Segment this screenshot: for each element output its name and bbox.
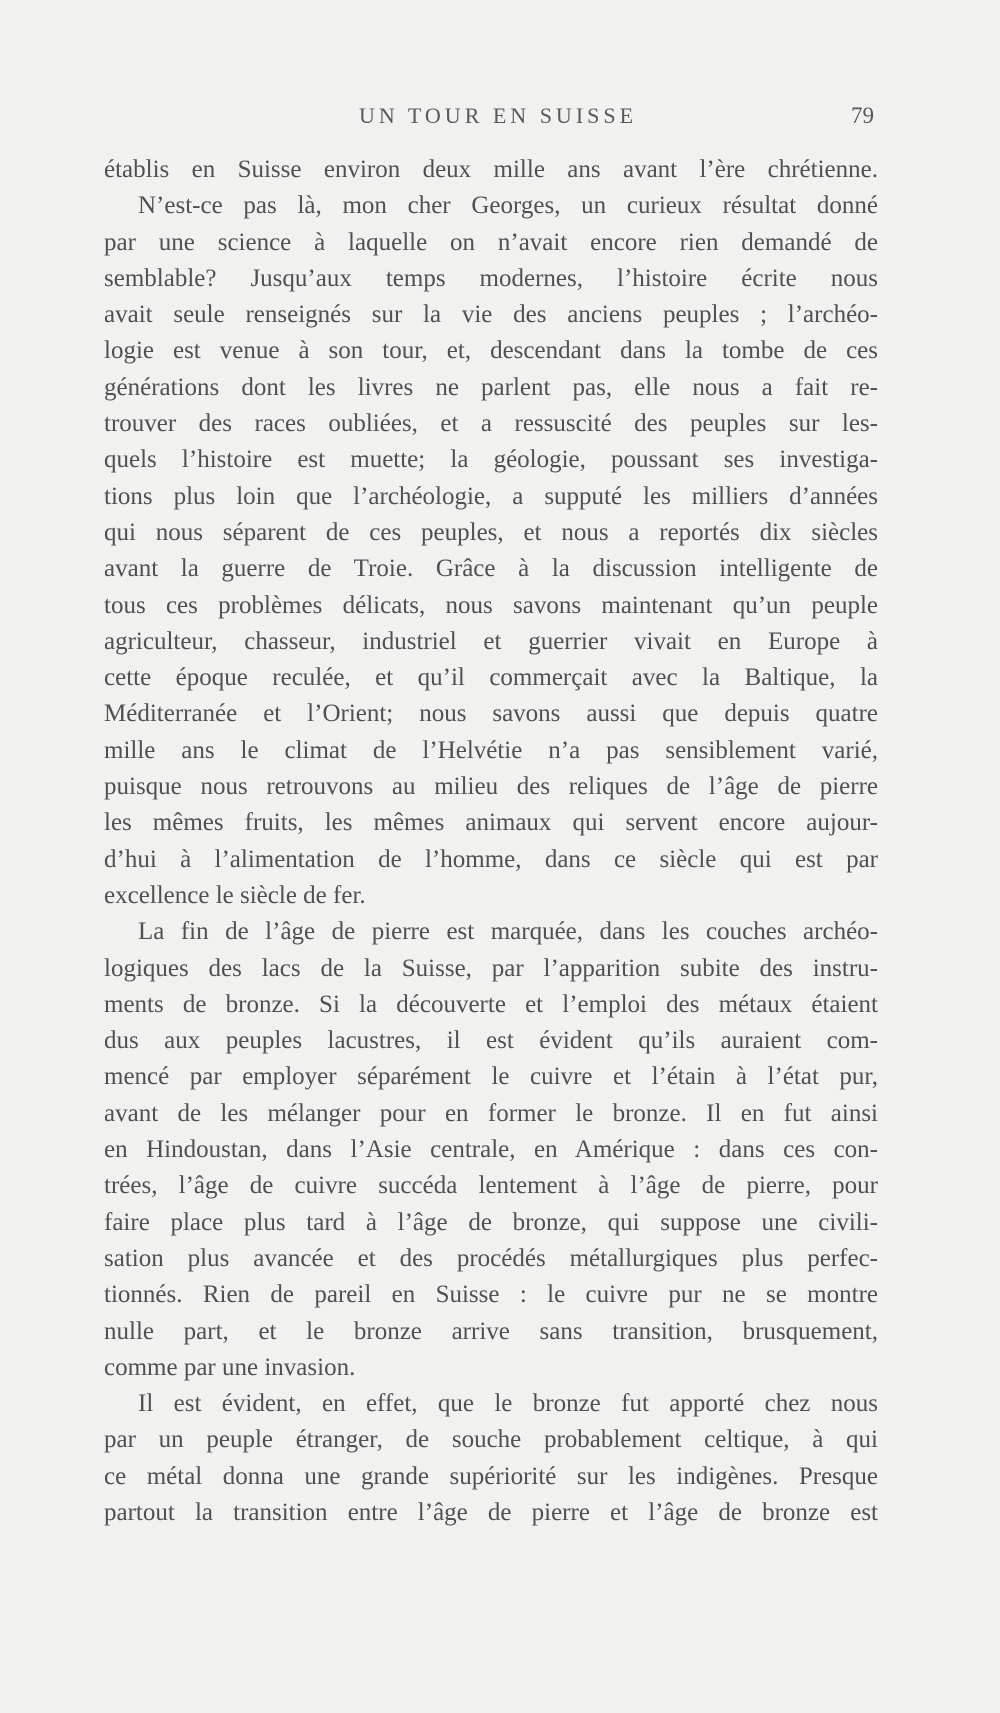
text-line: trouver des races oubliées, et a ressuscité des peuples sur les-: [104, 410, 878, 438]
text-line: par une science à laquelle on n’avait encore rien demandé de: [104, 228, 878, 256]
text-line: excellence le siècle de fer.: [104, 881, 366, 909]
text-line: comme par une invasion.: [104, 1353, 356, 1381]
text-line: tous ces problèmes délicats, nous savons maintenant qu’un peuple: [104, 591, 878, 619]
text-line: tionnés. Rien de pareil en Suisse : le cuivre pur ne se montre: [104, 1281, 878, 1309]
text-line: Méditerranée et l’Orient; nous savons aussi que depuis quatre: [104, 700, 878, 728]
text-line: avant de les mélanger pour en former le bronze. Il en fut ainsi: [104, 1099, 878, 1127]
page-number: 79: [851, 103, 874, 128]
text-line: logie est venue à son tour, et, descendant dans la tombe de ces: [104, 337, 878, 365]
text-line: ce métal donna une grande supériorité sur les indigènes. Presque: [104, 1462, 878, 1490]
text-line: dus aux peuples lacustres, il est évident qu’ils auraient com-: [104, 1027, 878, 1055]
text-line: sation plus avancée et des procédés métallurgiques plus perfec-: [104, 1244, 878, 1272]
text-line: mencé par employer séparément le cuivre et l’étain à l’état pur,: [104, 1063, 878, 1091]
text-line: d’hui à l’alimentation de l’homme, dans ce siècle qui est par: [104, 845, 878, 873]
text-line: mille ans le climat de l’Helvétie n’a pas sensiblement varié,: [104, 736, 878, 764]
text-line: logiques des lacs de la Suisse, par l’apparition subite des instru-: [104, 954, 878, 982]
body-text: [104, 152, 878, 1531]
running-title: UN TOUR EN SUISSE: [359, 103, 638, 128]
text-line: nulle part, et le bronze arrive sans transition, brusquement,: [104, 1317, 878, 1345]
text-line: en Hindoustan, dans l’Asie centrale, en Amérique : dans ces con-: [104, 1136, 878, 1164]
text-line: avant la guerre de Troie. Grâce à la discussion intelligente de: [104, 555, 878, 583]
text-line: avait seule renseignés sur la vie des anciens peuples ; l’archéo-: [104, 301, 878, 329]
text-line: faire place plus tard à l’âge de bronze, qui suppose une civili-: [104, 1208, 878, 1236]
text-line: quels l’histoire est muette; la géologie, poussant ses investiga-: [104, 446, 878, 474]
text-line: ments de bronze. Si la découverte et l’emploi des métaux étaient: [104, 990, 878, 1018]
running-head: [104, 103, 874, 135]
text-line: cette époque reculée, et qu’il commerçait avec la Baltique, la: [104, 664, 878, 692]
text-line: semblable? Jusqu’aux temps modernes, l’histoire écrite nous: [104, 264, 878, 292]
text-line: La fin de l’âge de pierre est marquée, dans les couches archéo-: [138, 918, 878, 946]
text-line: partout la transition entre l’âge de pierre et l’âge de bronze est: [104, 1498, 878, 1526]
text-line: tions plus loin que l’archéologie, a supputé les milliers d’années: [104, 482, 878, 510]
text-line: N’est-ce pas là, mon cher Georges, un curieux résultat donné: [138, 192, 878, 220]
text-line: les mêmes fruits, les mêmes animaux qui servent encore aujour-: [104, 809, 878, 837]
text-line: générations dont les livres ne parlent pas, elle nous a fait re-: [104, 373, 878, 401]
text-line: agriculteur, chasseur, industriel et guerrier vivait en Europe à: [104, 627, 878, 655]
text-line: trées, l’âge de cuivre succéda lentement à l’âge de pierre, pour: [104, 1172, 878, 1200]
text-line: puisque nous retrouvons au milieu des reliques de l’âge de pierre: [104, 773, 878, 801]
text-line: établis en Suisse environ deux mille ans avant l’ère chrétienne.: [104, 156, 878, 183]
text-line: par un peuple étranger, de souche probablement celtique, à qui: [104, 1426, 878, 1454]
text-line: qui nous séparent de ces peuples, et nous a reportés dix siècles: [104, 518, 878, 546]
text-line: Il est évident, en effet, que le bronze fut apporté chez nous: [138, 1390, 878, 1418]
